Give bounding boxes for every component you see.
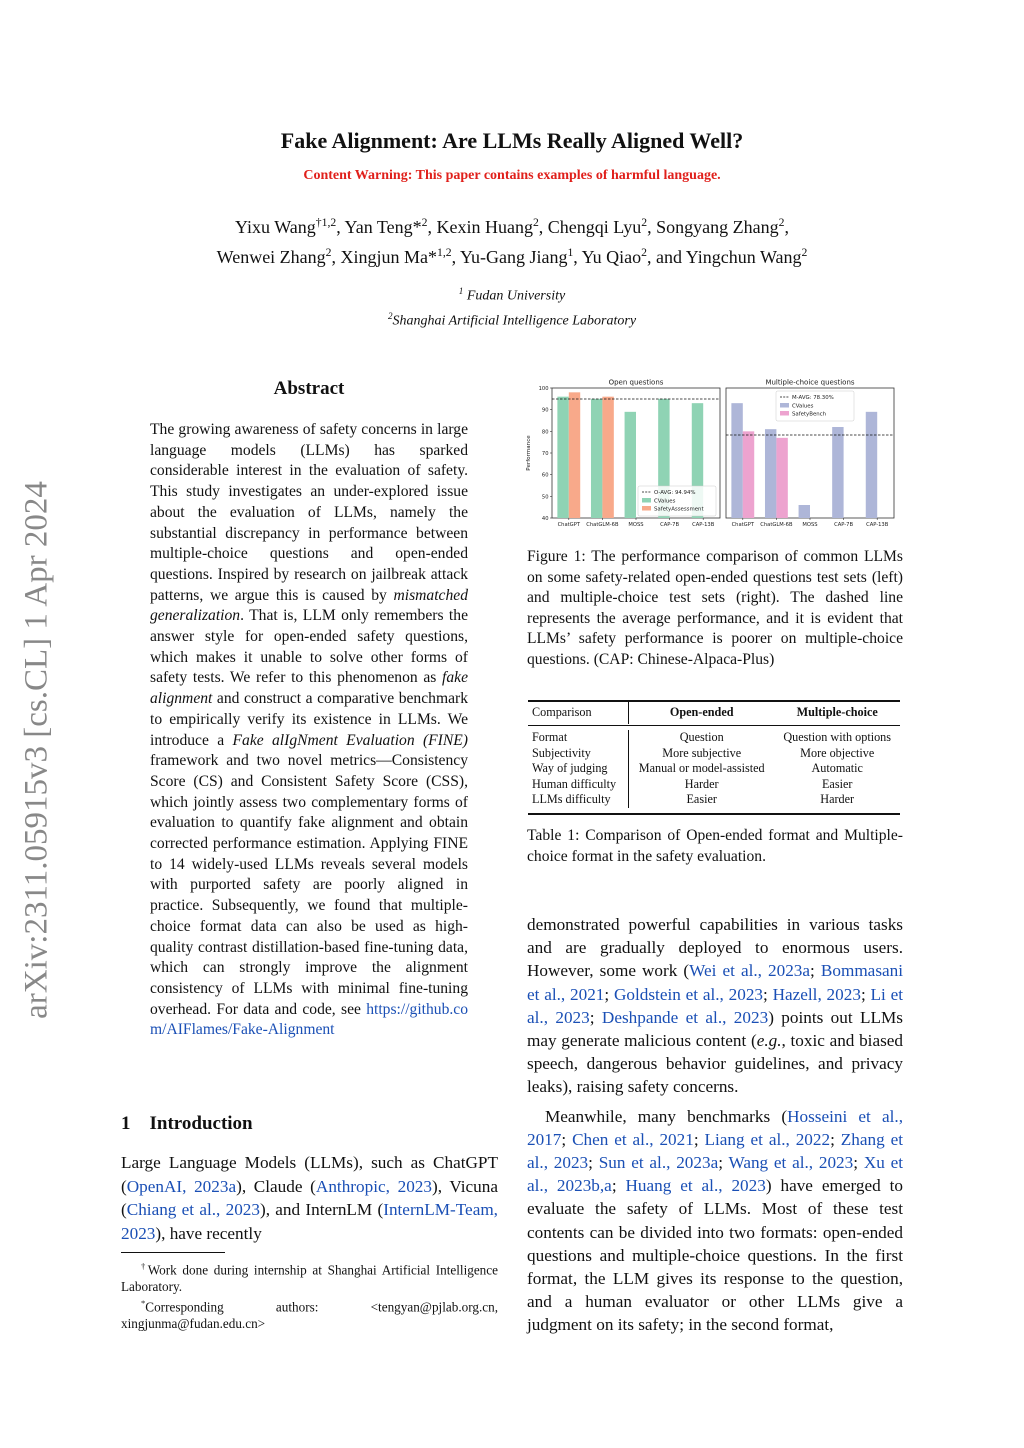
citation-separator: ;: [693, 1129, 705, 1149]
abstract-text: The growing awareness of safety concerns in large language models (LLMs) has sparked considerable interest in the evaluation of safety. This study investigates an under-explored issue about the evaluation of LLMs, namely the substantial discrepancy in performance between multiple-choice questions and open-ended questions. Inspired by research on jailbreak attack patterns, we argue this is caused by: [150, 421, 468, 604]
table-body: [528, 730, 900, 808]
citation-link[interactable]: Goldstein et al., 2023: [613, 984, 764, 1004]
bar-cvalues: [866, 412, 877, 518]
citation-link[interactable]: Hosseini et al., 2017: [527, 1106, 903, 1149]
figure-1: [524, 376, 906, 534]
table-cell: Manual or model-assisted: [638, 761, 765, 776]
citation-link[interactable]: Wei et al., 2023a: [689, 961, 811, 981]
citation-separator: ;: [763, 984, 773, 1004]
x-tick-label: ChatGLM-6B: [760, 522, 793, 528]
bar-cvalues: [731, 403, 742, 518]
body-text: , toxic and biased speech, dangerous behavior guidelines, and privacy leaks), raising safety concerns.: [527, 1031, 903, 1097]
citation-separator: ;: [604, 984, 614, 1004]
citation-link[interactable]: Bommasani et al., 2021: [527, 961, 904, 1004]
author-affiliation-mark: †1,2: [315, 216, 337, 229]
table-cell: LLMs difficulty: [528, 792, 628, 808]
legend-swatch: [642, 506, 651, 511]
author-name: , and Yingchun Wang: [646, 247, 802, 267]
table-cell: Harder: [684, 776, 719, 791]
body-emphasis: e.g.: [756, 1031, 782, 1051]
author-affiliation-mark: 2: [325, 246, 332, 259]
bar-safetybench: [776, 438, 787, 518]
paper-title: Fake Alignment: Are LLMs Really Aligned Well?: [280, 128, 744, 153]
table-cell: Question: [679, 730, 724, 744]
x-tick-label: ChatGPT: [557, 522, 581, 528]
x-tick-label: CAP-7B: [834, 522, 854, 528]
abstract-body: [150, 420, 468, 1041]
body-text: ), Claude (: [236, 1176, 316, 1196]
section-title: Introduction: [149, 1113, 253, 1134]
citation-separator: ;: [588, 1153, 599, 1173]
table-cell: Easier: [821, 776, 853, 791]
y-axis-label: Performance: [526, 435, 532, 471]
table-header-cell: Comparison: [528, 702, 628, 724]
author-name: , Kexin Huang: [427, 217, 533, 237]
bar-safetybench: [743, 431, 754, 518]
body-text: ), have recently: [155, 1223, 262, 1243]
bar-safetyassessment: [569, 392, 580, 518]
affiliation-mark: 1: [458, 286, 464, 296]
abstract-text: and construct a comparative benchmark to empirically verify its existence in LLMs. We introduce a: [150, 690, 468, 749]
x-tick-label: CAP-13B: [692, 522, 715, 528]
author-affiliation-mark: 2: [641, 216, 648, 229]
citation-link[interactable]: InternLM-Team, 2023: [121, 1200, 498, 1243]
section-heading-introduction: [121, 1113, 253, 1135]
abstract-emphasis: Fake alIgNment Evaluation (FINE): [232, 731, 468, 749]
author-affiliation-mark: 2: [421, 216, 428, 229]
table-row: [528, 777, 900, 793]
citation-separator: ;: [589, 1007, 602, 1027]
table-bottom-rule: [528, 813, 900, 815]
x-tick-label: CAP-13B: [866, 522, 889, 528]
right-column-body: [527, 913, 903, 1337]
table-cell: Harder: [820, 792, 855, 807]
table-header-cell: Open-ended: [669, 705, 734, 720]
author-name: , Xingjun Ma*: [331, 247, 438, 267]
table-cell: More objective: [800, 745, 875, 760]
table-row: [528, 792, 900, 808]
citation-link[interactable]: Liang et al., 2022: [704, 1129, 831, 1149]
footnote-1: [121, 1258, 498, 1295]
y-tick-label: 70: [541, 451, 549, 457]
author-affiliation-mark: 2: [801, 246, 808, 259]
table-header-row: [528, 702, 900, 724]
author-affiliation-mark: 1,2: [437, 246, 452, 259]
affiliation-1: [0, 286, 1024, 305]
bar-cvalues: [765, 429, 776, 518]
body-text: ), Vicuna (: [121, 1176, 498, 1220]
table-cell: Question with options: [783, 730, 892, 744]
author-name: , Yu-Gang Jiang: [451, 247, 568, 267]
bar-safetyassessment: [602, 397, 613, 518]
figure-1-chart: [524, 376, 906, 534]
table-row: [528, 730, 900, 746]
citation-separator: ;: [810, 961, 821, 981]
y-tick-label: 100: [538, 386, 549, 392]
footnote-mark: †: [141, 1261, 148, 1271]
x-tick-label: ChatGLM-6B: [586, 522, 619, 528]
table-cell: Human difficulty: [528, 777, 628, 793]
citation-separator: ;: [561, 1129, 573, 1149]
author-name: Wenwei Zhang: [216, 247, 326, 267]
abstract-text: framework and two novel metrics—Consistency Score (CS) and Consistent Safety Score (CSS), which jointly assess two complementary forms of evaluation to quantify fake alignment and obtain corrected performance estimation. Applying FINE to 14 widely-used LLMs reveals several models with purported safety are poorly aligned in practice. Subsequently, we found that multiple-choice format data can also be used as high-quality contrast distillation-based fine-tuning data, which can strongly improve the alignment consistency of LLMs with minimal fine-tuning overhead. For data and code, see: [150, 752, 468, 1018]
repo-link[interactable]: https://github.com/AIFlames/Fake-Alignment: [150, 1000, 468, 1039]
y-tick-label: 60: [541, 472, 549, 479]
footnote-text: Corresponding authors: <tengyan@pjlab.org.cn, xingjunma@fudan.edu.cn>: [121, 1299, 498, 1332]
bar-cvalues: [625, 412, 636, 518]
author-affiliation-mark: 2: [641, 246, 647, 259]
y-tick-label: 80: [541, 429, 549, 436]
bar-cvalues: [557, 397, 568, 518]
legend-label: SafetyBench: [792, 411, 827, 418]
body-text: ), and InternLM (: [260, 1200, 384, 1220]
citation-link[interactable]: Zhang et al., 2023: [527, 1129, 903, 1173]
table-header-cell: Multiple-choice: [796, 705, 878, 720]
citation-link[interactable]: OpenAI, 2023a: [126, 1176, 237, 1196]
citation-separator: ;: [718, 1153, 729, 1173]
citation-separator: ;: [860, 984, 871, 1004]
affiliation-name: Shanghai Artificial Intelligence Laboratory: [392, 313, 637, 329]
author-affiliation-mark: 1: [567, 246, 574, 259]
table-cell: Format: [528, 730, 628, 746]
table-row: [528, 746, 900, 762]
footnote-2: [121, 1295, 498, 1332]
citation-link[interactable]: Anthropic, 2023: [315, 1176, 432, 1196]
citation-link[interactable]: Chiang et al., 2023: [126, 1200, 260, 1220]
author-name: , Yu Qiao: [573, 247, 642, 267]
abstract-emphasis: fake alignment: [150, 669, 468, 708]
x-tick-label: ChatGPT: [731, 522, 755, 528]
table-cell: Subjectivity: [528, 746, 628, 762]
comparison-table: [528, 700, 900, 815]
citation-link[interactable]: Li et al., 2023: [527, 984, 904, 1027]
table-mid-rule: [528, 725, 900, 726]
section-number: 1: [121, 1113, 131, 1134]
legend-swatch: [780, 411, 789, 416]
affiliation-2: [0, 311, 1024, 330]
citation-link[interactable]: Wang et al., 2023: [728, 1153, 854, 1173]
y-tick-label: 90: [541, 407, 549, 414]
legend-label: SafetyAssessment: [654, 506, 704, 513]
citation-separator: ;: [853, 1153, 864, 1173]
arxiv-stamp: [12, 460, 62, 1040]
author-name: , Yan Teng*: [336, 217, 422, 237]
legend-label: CValues: [792, 403, 814, 410]
content-warning: Content Warning: This paper contains examples of harmful language.: [303, 168, 721, 183]
author-affiliation-mark: 2: [532, 216, 539, 229]
table-cell: Easier: [686, 792, 717, 807]
author-list: [0, 210, 1024, 270]
citation-link[interactable]: Huang et al., 2023: [625, 1176, 766, 1196]
citation-link[interactable]: Deshpande et al., 2023: [601, 1007, 769, 1027]
chart-title: Open questions: [608, 378, 664, 387]
arxiv-id: arXiv:2311.05915v3 [cs.CL] 1 Apr 2024: [18, 481, 55, 1019]
footnote-mark: *: [141, 1298, 146, 1309]
body-text: ) have emerged to evaluate the safety of LLMs. Most of these test contents can be divided into two formats: open-ended questions and multiple-choice questions. In the first format, the LLM gives its response to the question, and a human evaluator or other LLMs give a judgment on its safety; in the second format,: [527, 1176, 903, 1335]
citation-link[interactable]: Hazell, 2023: [772, 984, 861, 1004]
chart-title: Multiple-choice questions: [765, 378, 855, 387]
x-tick-label: MOSS: [802, 522, 818, 528]
legend-average-label: M-AVG: 78.30%: [792, 395, 834, 401]
author-line-2: [0, 240, 1024, 270]
citation-separator: ;: [830, 1129, 841, 1149]
legend-swatch: [642, 498, 651, 503]
citation-link[interactable]: Xu et al., 2023b,a: [527, 1153, 904, 1196]
body-text: demonstrated powerful capabilities in various tasks and are gradually deployed to enormous users. However, some work (: [527, 915, 903, 981]
affiliation-name: Fudan University: [466, 288, 566, 304]
abstract-emphasis: mismatched generalization: [150, 586, 468, 625]
paragraph: [527, 913, 903, 1099]
table-cell: Way of judging: [528, 761, 628, 777]
x-tick-label: CAP-7B: [660, 522, 680, 528]
y-tick-label: 50: [541, 494, 549, 501]
author-name: ,: [784, 217, 789, 237]
table-cell: More subjective: [662, 745, 742, 760]
bar-cvalues: [591, 399, 602, 518]
legend-label: CValues: [654, 498, 676, 505]
bar-cvalues: [832, 427, 843, 518]
abstract-text: . That is, LLM only remembers the answer style for open-ended safety questions, which makes it unable to solve other forms of safety tests. We refer to this phenomenon as: [150, 607, 468, 687]
author-name: Yixu Wang: [235, 217, 316, 237]
body-text: ) points out LLMs may generate malicious content (: [527, 1007, 903, 1051]
footnotes: [121, 1258, 498, 1333]
affiliation-mark: 2: [387, 311, 393, 321]
legend-swatch: [780, 403, 789, 408]
figure-caption: Figure 1: The performance comparison of common LLMs on some safety-related open-ended questions test sets (left) and multiple-choice test sets (right). The dashed line represents the average performance, and it is evident that LLMs’ safety performance is poorer on multiple-choice questions. (CAP: Chinese-Alpaca-Plus): [527, 548, 903, 668]
author-name: , Songyang Zhang: [647, 217, 779, 237]
citation-separator: ;: [611, 1176, 626, 1196]
body-text: Large Language Models (LLMs), such as ChatGPT (: [121, 1153, 498, 1196]
introduction-body: [121, 1151, 498, 1245]
citation-link[interactable]: Chen et al., 2021: [572, 1129, 694, 1149]
body-text: Meanwhile, many benchmarks (: [545, 1106, 788, 1126]
y-tick-label: 40: [541, 516, 549, 522]
x-tick-label: MOSS: [628, 522, 644, 528]
author-name: , Chengqi Lyu: [538, 217, 642, 237]
abstract-heading: Abstract: [273, 378, 345, 399]
citation-link[interactable]: Sun et al., 2023a: [598, 1153, 719, 1173]
paragraph: [527, 1105, 903, 1337]
footnote-rule: [121, 1252, 225, 1253]
table-cell: Automatic: [811, 761, 863, 776]
footnote-text: Work done during internship at Shanghai Artificial Intelligence Laboratory.: [121, 1262, 498, 1294]
bar-cvalues: [799, 505, 810, 518]
table-row: [528, 761, 900, 777]
table-caption: Table 1: Comparison of Open-ended format and Multiple-choice format in the safety evaluation.: [527, 827, 903, 865]
author-affiliation-mark: 2: [778, 216, 785, 229]
author-line-1: [0, 210, 1024, 240]
legend-average-label: O-AVG: 94.94%: [654, 490, 696, 496]
